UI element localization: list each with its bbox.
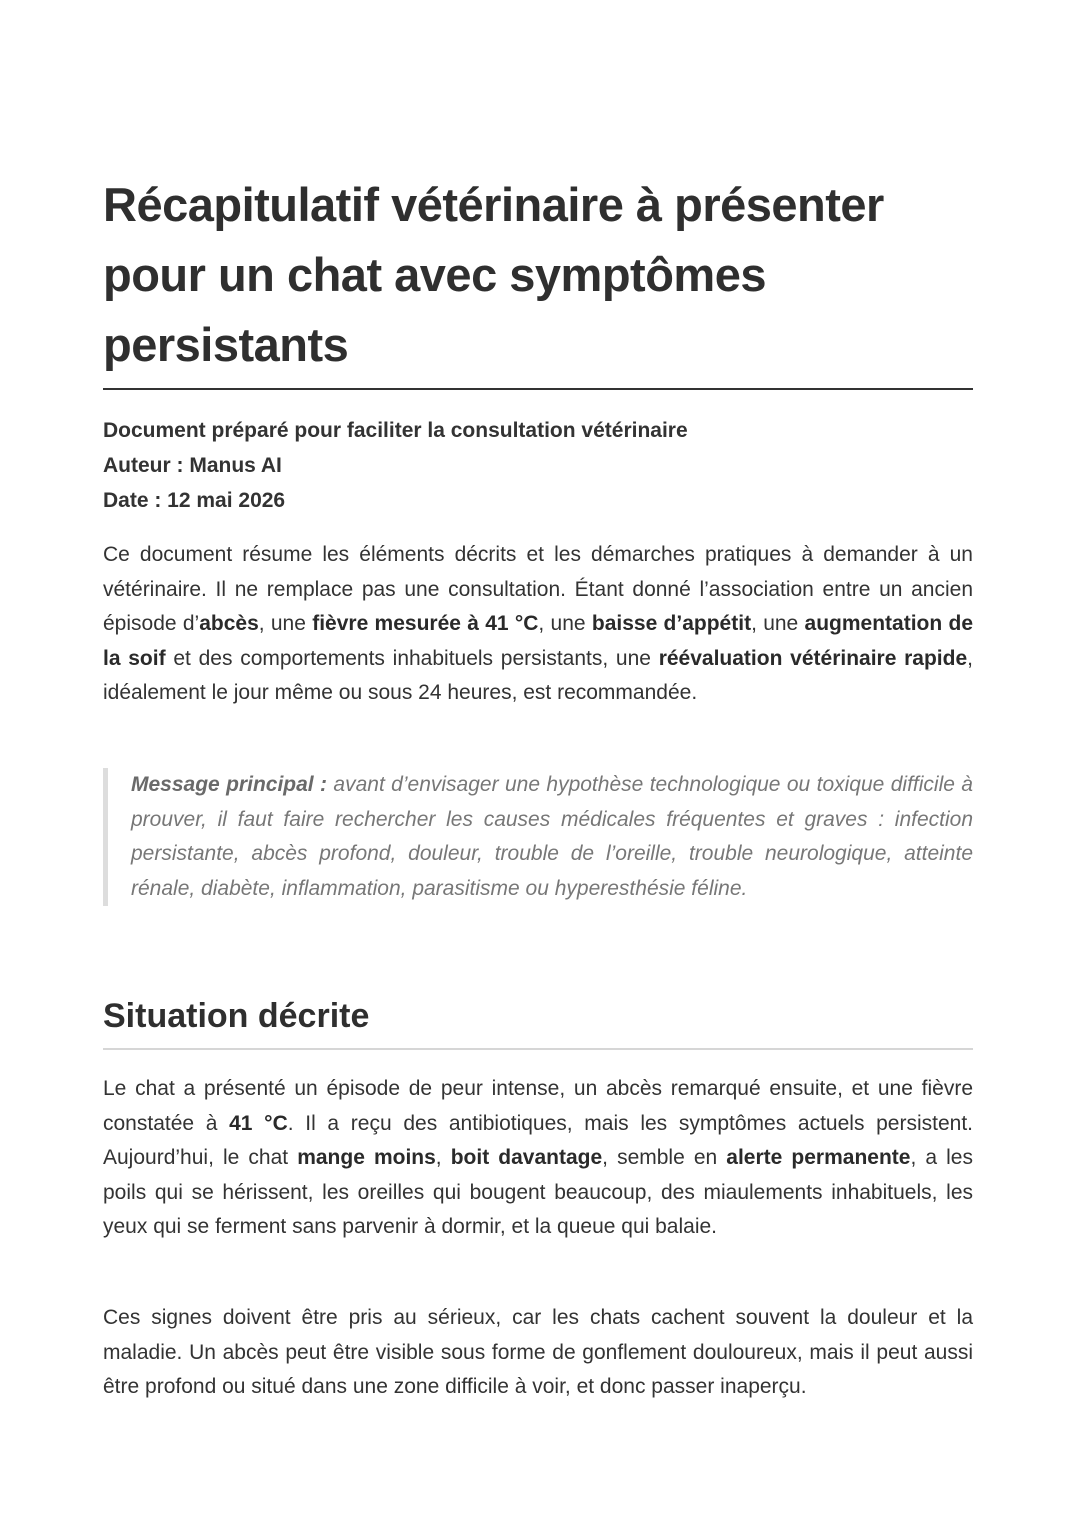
title-divider [103,388,973,390]
bold-alerte-permanente: alerte permanente [726,1146,911,1169]
bold-boit-davantage: boit davantage [450,1146,603,1169]
meta-author: Auteur : Manus AI [103,454,282,477]
meta-date: Date : 12 mai 2026 [103,489,286,512]
bold-reevaluation: réévaluation vétérinaire rapide [658,646,968,670]
key-message-blockquote [103,768,973,906]
document-meta [103,413,973,518]
bold-soif: augmentation de la soif [103,612,973,670]
bold-mange-moins: mange moins [297,1146,436,1169]
bold-appetit: baisse d’appétit [591,612,752,635]
document-title: Récapitulatif vétérinaire à présenter pour un chat avec symptômes persistants [103,178,884,371]
key-message-text: Message principal : avant d’envisager une hypothèse technologique ou toxique difficile à prouver, il faut faire rechercher les causes médicales fréquentes et graves : infection persistante, abcès profond, douleur, trouble de l’oreille, trouble neurologique, atteinte rénale, diabète, inflammation, parasitisme ou hyperesthésie féline. [131,773,973,900]
key-message-label: Message principal : [131,773,328,796]
situation-paragraph-1: Le chat a présenté un épisode de peur intense, un abcès remarqué ensuite, et une fièvre constatée à 41 °C. Il a reçu des antibiotiques, mais les symptômes actuels persistent. Aujourd’hui, le chat mange moins, boit davantage, semble en alerte permanente, a les poils qui se hérissent, les oreilles qui bougent beaucoup, des miaulements inhabituels, les yeux qui se ferment sans parvenir à dormir, et la queue qui balaie. [103,1077,974,1238]
bold-abces: abcès [199,612,259,635]
intro-paragraph: Ce document résume les éléments décrits et les démarches pratiques à demander à un vétérinaire. Il ne remplace pas une consultation. Étant donné l’association entre un ancien épisode d’abcès, une fièvre mesurée à 41 °C, une baisse d’appétit, une augmentation de la soif et des comportements inhabituels persistants, une réévaluation vétérinaire rapide, idéalement le jour même ou sous 24 heures, est recommandée. [103,543,973,704]
section-heading-situation: Situation décrite [103,997,370,1035]
section-divider [103,1048,973,1050]
bold-fievre: fièvre mesurée à 41 °C [312,612,539,635]
meta-prepared: Document préparé pour faciliter la consultation vétérinaire [103,419,688,442]
bold-temperature: 41 °C [229,1111,288,1135]
situation-paragraph-2: Ces signes doivent être pris au sérieux, car les chats cachent souvent la douleur et la maladie. Un abcès peut être visible sous forme de gonflement douloureux, mais il peut aussi être profond ou situé dans une zone difficile à voir, et donc passer inaperçu. [103,1306,973,1398]
